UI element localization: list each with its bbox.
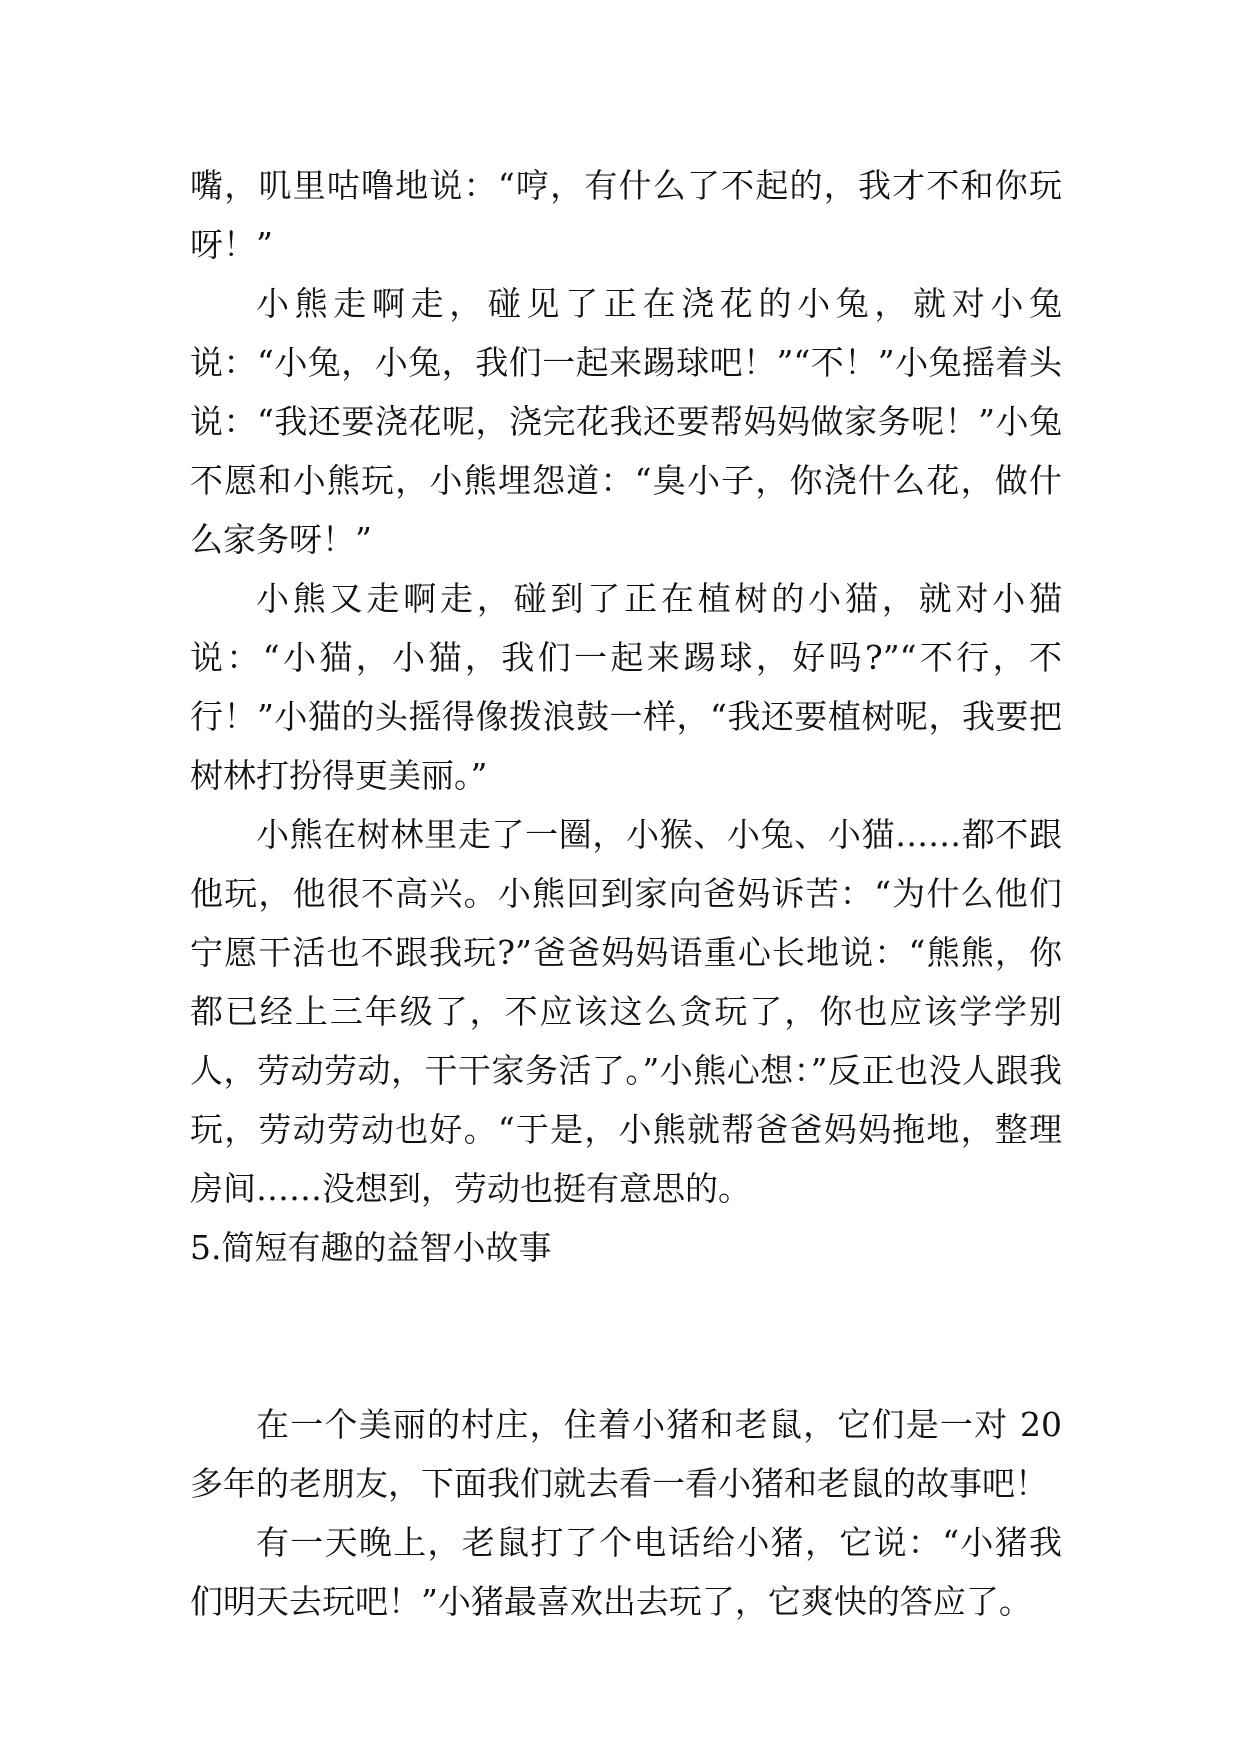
paragraph-bear-home: 小熊在树林里走了一圈，小猴、小兔、小猫……都不跟他玩，他很不高兴。小熊回到家向爸妈诉苦：“为什么他们宁愿干活也不跟我玩?”爸爸妈妈语重心长地说：“熊熊，你都已经上三年级了，不应该这么贪玩了，你也应该学学别人，劳动劳动，干干家务活了。”小熊心想：”反正也没人跟我玩，劳动劳动也好。“于是，小熊就帮爸爸妈妈拖地，整理房间……没想到，劳动也挺有意思的。 (190, 815, 1062, 1208)
paragraph-continuation: 嘴，叽里咕噜地说：“哼，有什么了不起的，我才不和你玩呀！” (190, 166, 1062, 264)
paragraph-bear-rabbit: 小熊走啊走，碰见了正在浇花的小兔，就对小兔说：“小兔，小兔，我们一起来踢球吧！”“不！”小兔摇着头说：“我还要浇花呢，浇完花我还要帮妈妈做家务呢！”小兔不愿和小熊玩，小熊埋怨道：“臭小子，你浇什么花，做什么家务呀！” (190, 284, 1062, 559)
document-body (190, 156, 1062, 1631)
section-spacer (190, 1277, 1062, 1395)
paragraph-bear-cat: 小熊又走啊走，碰到了正在植树的小猫，就对小猫说：“小猫，小猫，我们一起来踢球，好吗?”“不行，不行！”小猫的头摇得像拨浪鼓一样，“我还要植树呢，我要把树林打扮得更美丽。” (190, 579, 1062, 795)
paragraph-village: 在一个美丽的村庄，住着小猪和老鼠，它们是一对 20 多年的老朋友，下面我们就去看一看小猪和老鼠的故事吧！ (190, 1405, 1062, 1503)
section-heading: 5.简短有趣的益智小故事 (190, 1228, 552, 1267)
paragraph-phone-call: 有一天晚上，老鼠打了个电话给小猪，它说：“小猪我们明天去玩吧！”小猪最喜欢出去玩了，它爽快的答应了。 (190, 1523, 1062, 1621)
